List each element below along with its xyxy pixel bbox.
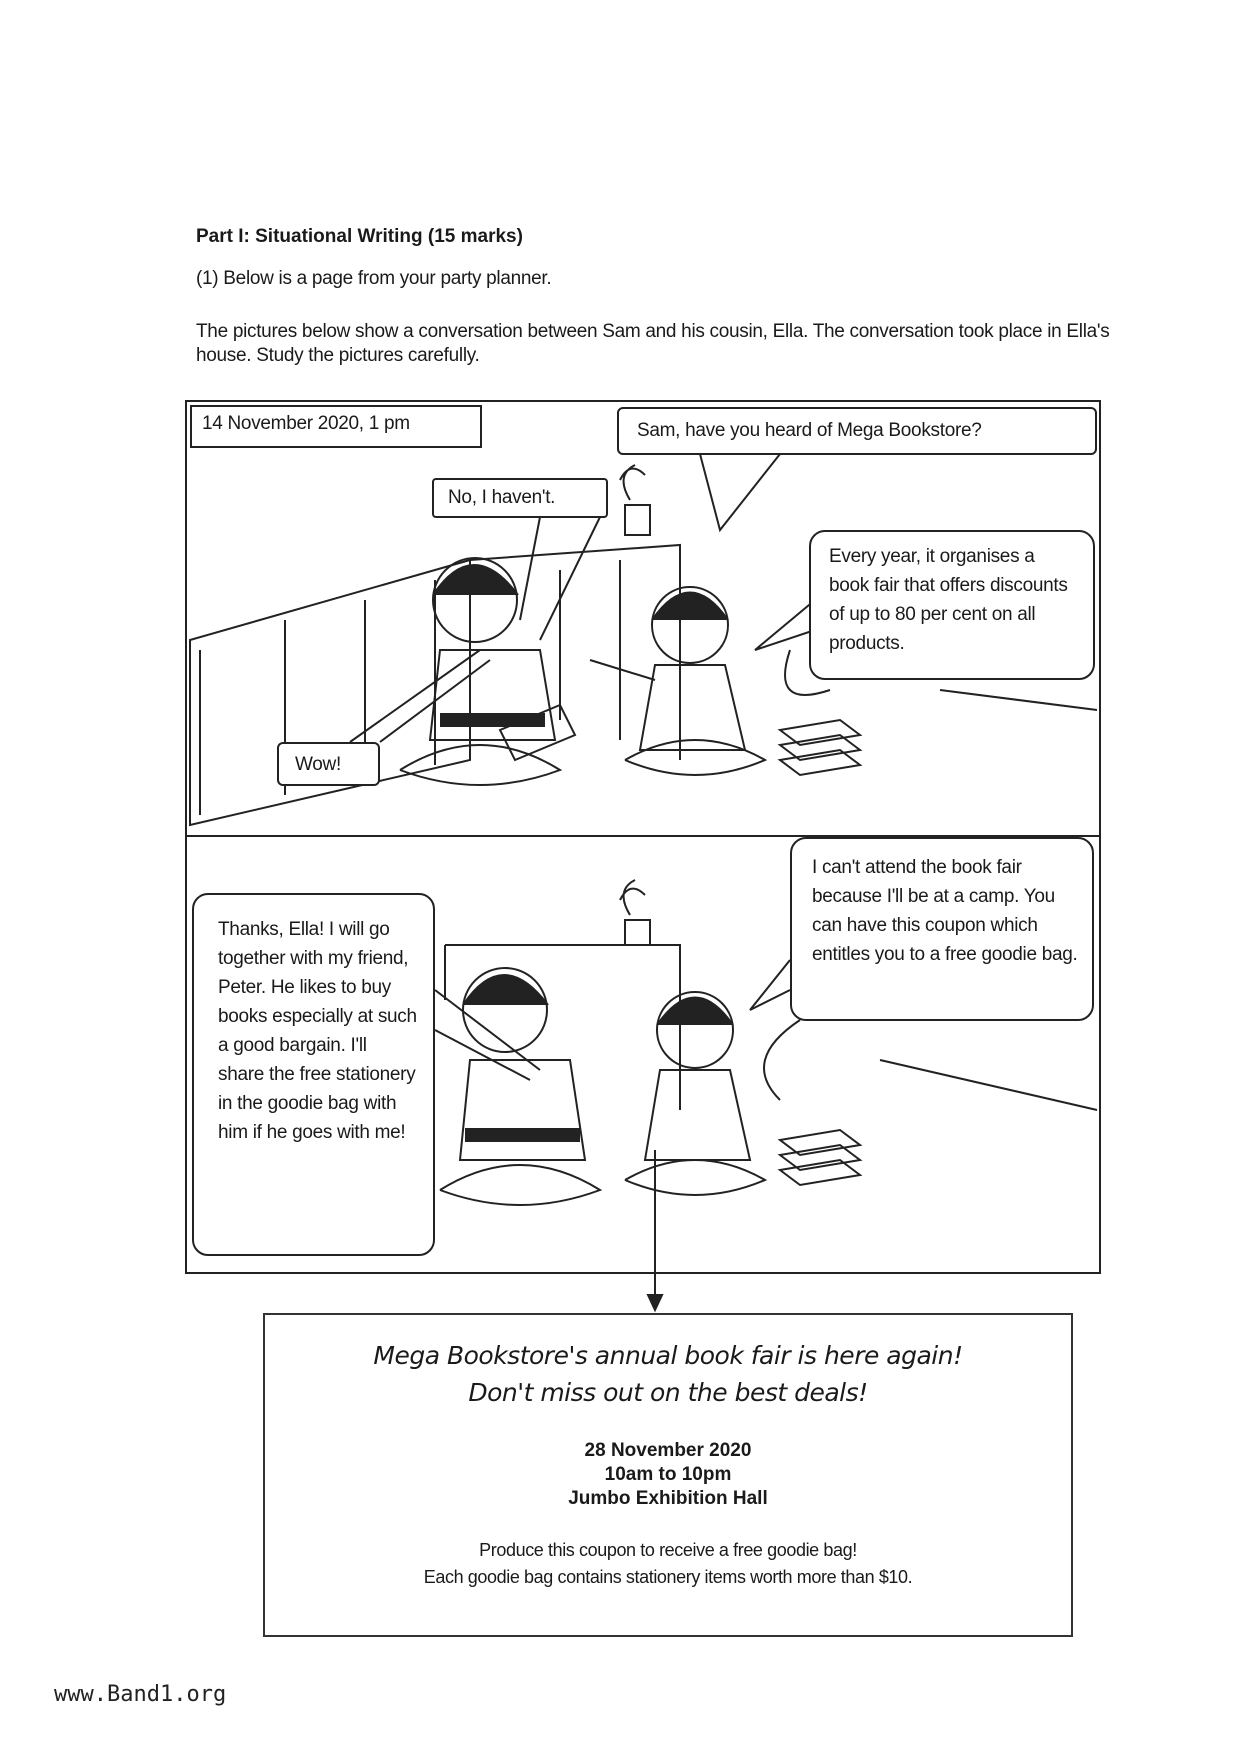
coupon-headline: Mega Bookstore's annual book fair is here again!	[373, 1341, 963, 1370]
instructions-text: The pictures below show a conversation between Sam and his cousin, Ella. The conversation took place in Ella's house. Study the pictures carefully.	[196, 321, 1110, 366]
arrow-head-icon	[648, 1295, 662, 1310]
bubble-tail	[750, 960, 790, 1010]
books-stack-icon	[780, 1130, 860, 1185]
speech-bubble-sam-wow: Wow!	[277, 742, 380, 786]
date-caption: 14 November 2020, 1 pm	[190, 405, 482, 448]
coupon	[263, 1313, 1073, 1637]
coupon-note: Each goodie bag contains stationery items worth more than $10.	[423, 1567, 913, 1587]
coupon-note: Produce this coupon to receive a free goodie bag!	[479, 1540, 857, 1560]
sam-figure	[440, 968, 600, 1205]
speech-bubble-ella-coupon: I can't attend the book fair because I'll be at a camp. You can have this coupon which entitles you to a free goodie bag.	[790, 837, 1094, 1021]
plant-icon	[620, 880, 650, 945]
watermark: www.Band1.org	[54, 1682, 227, 1707]
speech-bubble-ella-question: Sam, have you heard of Mega Bookstore?	[617, 407, 1097, 455]
section-heading: Part I: Situational Writing (15 marks)	[196, 226, 523, 247]
coupon-subheadline: Don't miss out on the best deals!	[468, 1378, 868, 1407]
ella-figure	[625, 992, 765, 1195]
speech-bubble-sam-reply: No, I haven't.	[432, 478, 608, 518]
speech-bubble-sam-thanks: Thanks, Ella! I will go together with my friend, Peter. He likes to buy books especially at such a good bargain. I'll share the free stationery in the goodie bag with him if he goes with me!	[192, 893, 435, 1256]
cabinet-illustration	[445, 945, 680, 1110]
ella-figure	[590, 587, 765, 775]
bubble-tail	[755, 600, 815, 650]
books-stack-icon	[780, 720, 860, 775]
bubble-tail	[700, 454, 780, 530]
coupon-time: 10am to 10pm	[604, 1464, 732, 1485]
speech-bubble-ella-info: Every year, it organises a book fair that offers discounts of up to 80 per cent on all products.	[809, 530, 1095, 680]
coupon-venue: Jumbo Exhibition Hall	[568, 1488, 768, 1509]
coupon-date: 28 November 2020	[584, 1440, 752, 1461]
beanbag-illustration	[764, 1020, 1097, 1110]
question-text: (1) Below is a page from your party planner.	[196, 268, 552, 289]
plant-icon	[620, 465, 650, 535]
